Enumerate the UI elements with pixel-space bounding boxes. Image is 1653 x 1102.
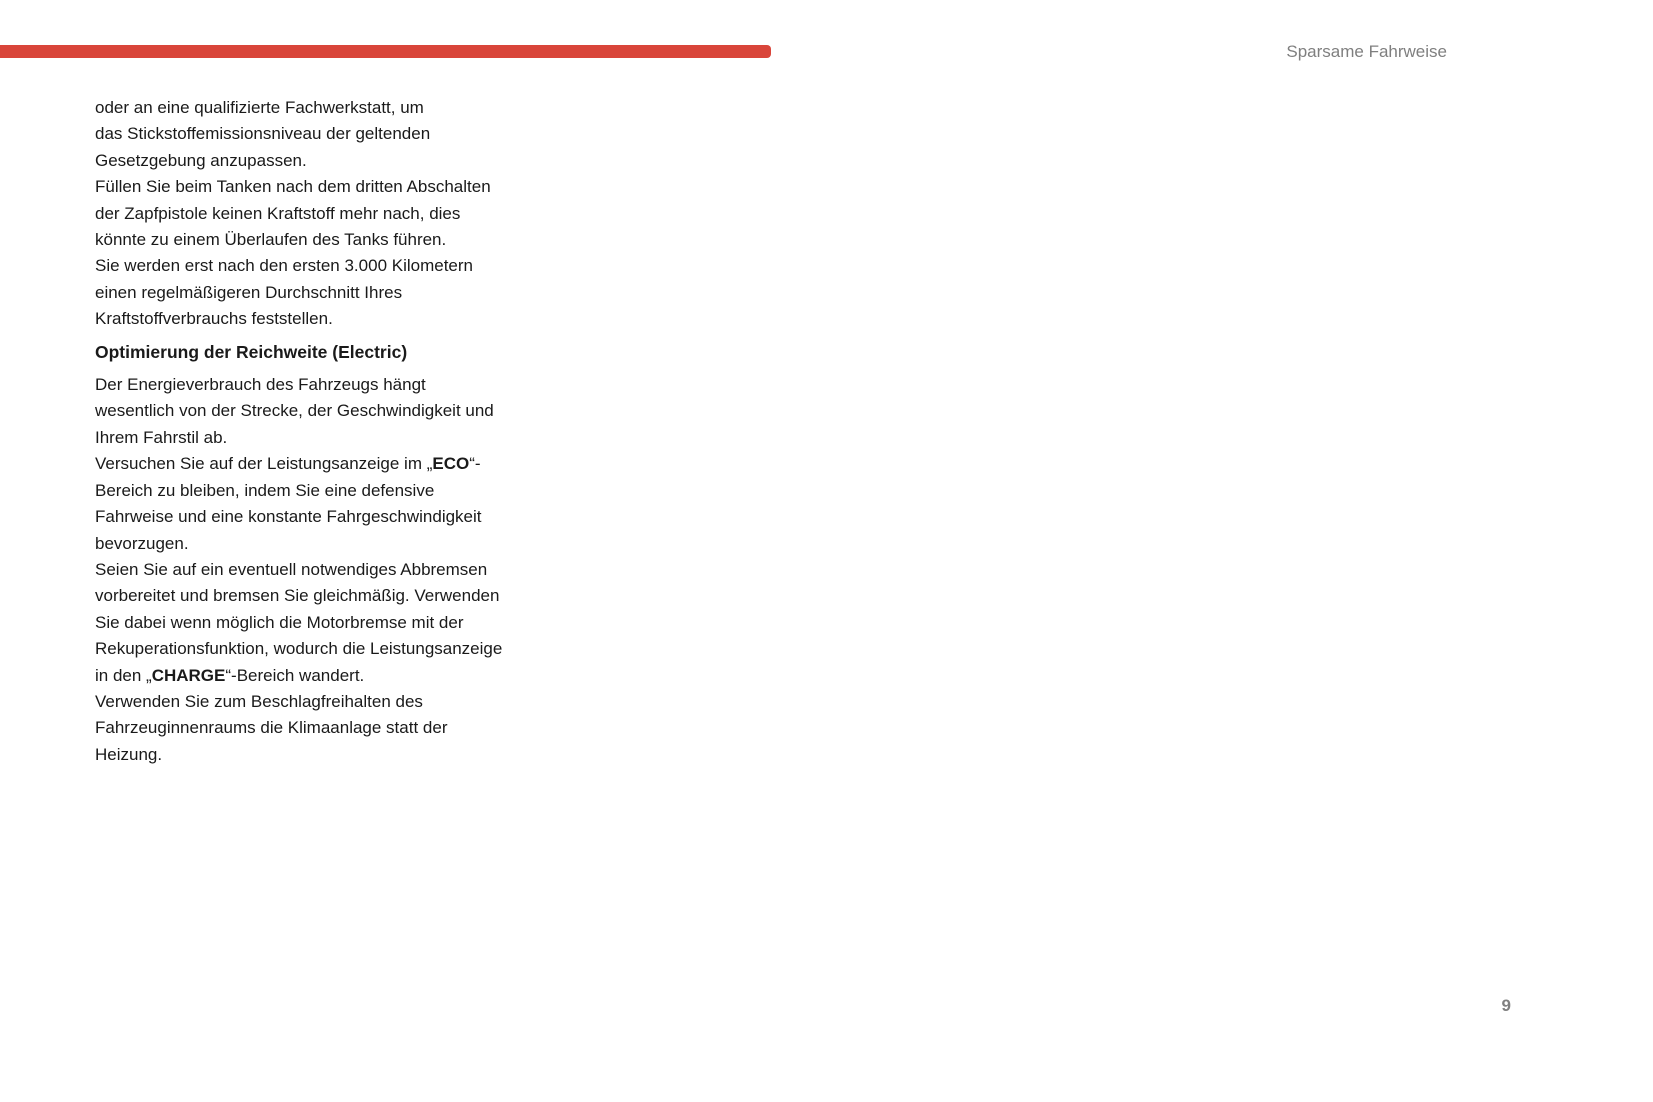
paragraph: oder an eine qualifizierte Fachwerkstatt, um das Stickstoffemissionsniveau der geltenden Gesetzgebung anzupassen.	[95, 98, 431, 170]
section-title: Sparsame Fahrweise	[1286, 42, 1447, 61]
paragraph: Füllen Sie beim Tanken nach dem dritten Abschalten der Zapfpistole keinen Kraftstoff mehr nach, dies könnte zu einem Überlaufen des Tanks führen.	[95, 177, 491, 250]
page-number: 9	[1501, 996, 1511, 1015]
section-heading: Optimierung der Reichweite (Electric)	[95, 341, 408, 362]
header-accent-bar	[0, 45, 771, 58]
paragraph: Seien Sie auf ein eventuell notwendiges Abbremsen vorbereitet und bremsen Sie gleichmäßig. Verwenden Sie dabei wenn möglich die Motorbremse mit der Rekuperationsfunktion, wodurch die Leistungsanzeige in den „CHARGE“-Bereich wandert.	[95, 559, 503, 685]
paragraph: Sie werden erst nach den ersten 3.000 Kilometern einen regelmäßigeren Durchschnitt Ihres Kraftstoffverbrauchs feststellen.	[95, 256, 474, 329]
body-text	[95, 95, 555, 768]
paragraph: Versuchen Sie auf der Leistungsanzeige im „ECO“- Bereich zu bleiben, indem Sie eine defensive Fahrweise und eine konstante Fahrgeschwindigkeit bevorzugen.	[95, 454, 482, 553]
paragraph: Verwenden Sie zum Beschlagfreihalten des Fahrzeuginnenraums die Klimaanlage statt der Heizung.	[95, 691, 448, 764]
paragraph: Der Energieverbrauch des Fahrzeugs hängt wesentlich von der Strecke, der Geschwindigkeit und Ihrem Fahrstil ab.	[95, 375, 494, 447]
